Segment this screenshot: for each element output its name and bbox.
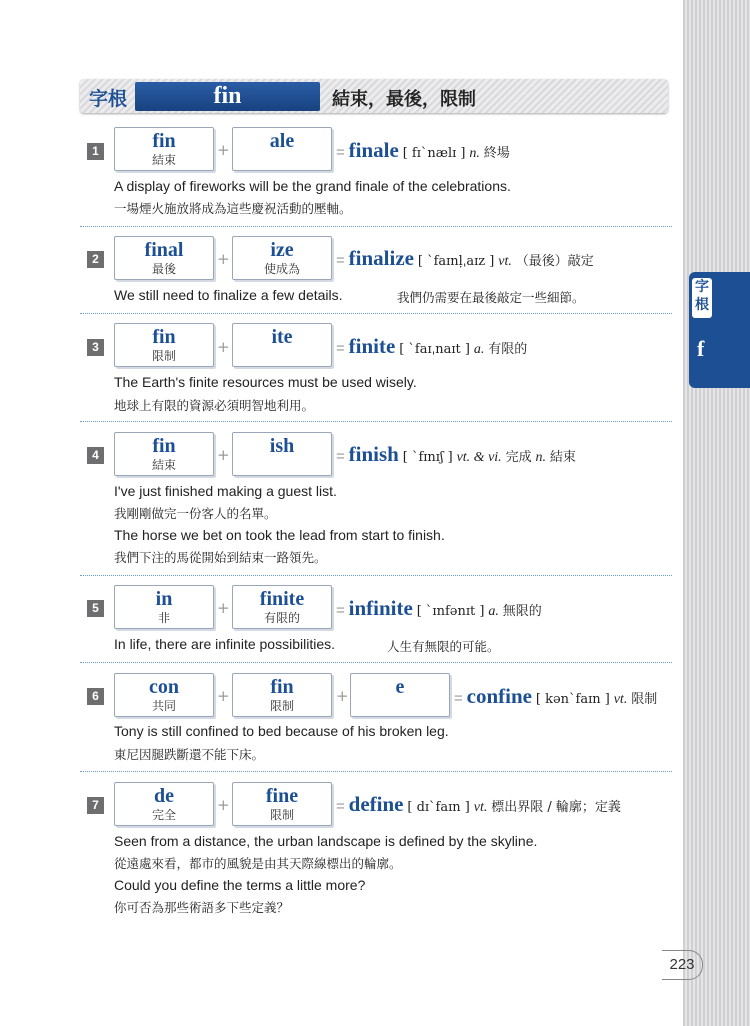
result-word: finite (348, 334, 396, 358)
result-line (336, 792, 621, 817)
word-part: ize (270, 239, 294, 261)
word-part-box (232, 236, 332, 280)
entry-divider (80, 313, 672, 314)
word-part: fin (152, 326, 176, 348)
result-line (454, 684, 657, 709)
part-of-speech: a. (473, 342, 485, 357)
plus-sign: + (217, 687, 230, 705)
entry-number: 7 (87, 797, 104, 814)
plus-sign: + (217, 338, 230, 356)
definition: 標出界限 / 輪廓；定義 (491, 800, 621, 815)
word-part-box (114, 236, 214, 280)
word-part-meaning: 有限的 (263, 611, 300, 625)
example-sentence-en: Could you define the terms a little more? (114, 877, 366, 893)
word-part: final (144, 239, 184, 261)
result-word: finale (348, 138, 399, 162)
entry-divider (80, 226, 672, 227)
example-sentence-zh: 地球上有限的資源必須明智地利用。 (114, 398, 315, 413)
result-word: finalize (348, 246, 414, 270)
word-part: finite (259, 588, 305, 610)
word-part-box (114, 432, 214, 476)
example-sentence-en: In life, there are infinite possibilities. (114, 636, 335, 652)
word-part-meaning: 共同 (151, 699, 176, 713)
part-of-speech: vt. (498, 254, 512, 269)
word-part-box (232, 127, 332, 171)
word-part: e (395, 676, 405, 698)
pronunciation: [ ˋfaɪˌnaɪt ] (399, 342, 470, 357)
example-sentence-zh: 我們下注的馬從開始到結束一路領先。 (114, 550, 327, 565)
result-line (336, 138, 510, 163)
definition: （最後）敲定 (515, 254, 594, 269)
plus-sign: + (217, 446, 230, 464)
definition-2: 結束 (549, 450, 576, 465)
example-sentence-zh: 你可否為那些術語多下些定義？ (114, 900, 290, 915)
example-sentence-zh: 一場煙火施放將成為這些慶祝活動的壓軸。 (114, 201, 352, 216)
plus-sign: + (217, 250, 230, 268)
pronunciation: [ ˋɪnfənɪt ] (416, 604, 485, 619)
example-sentence-en: Seen from a distance, the urban landscape is defined by the skyline. (114, 833, 538, 849)
word-part: con (149, 676, 179, 698)
definition: 無限的 (502, 604, 542, 619)
equals-sign: = (336, 252, 345, 269)
plus-sign: + (217, 599, 230, 617)
entry-number: 4 (87, 447, 104, 464)
entry-number: 3 (87, 339, 104, 356)
word-part-box (114, 127, 214, 171)
header-root-meaning: 結束，最後，限制 (332, 89, 476, 110)
word-part: fin (152, 130, 176, 152)
part-of-speech: vt. & vi. (456, 450, 502, 465)
example-sentence-zh: 我們仍需要在最後敲定一些細節。 (397, 290, 585, 305)
plus-sign: + (217, 796, 230, 814)
example-sentence-zh: 從遠處來看，都市的風貌是由其天際線標出的輪廓。 (114, 856, 402, 871)
definition: 終場 (483, 146, 510, 161)
example-sentence-zh: 我剛剛做完一份客人的名單。 (114, 506, 277, 521)
word-part: fin (152, 435, 176, 457)
word-part-box (232, 432, 332, 476)
word-part-meaning: 結束 (151, 458, 176, 472)
word-part-box (114, 585, 214, 629)
word-part-box (232, 782, 332, 826)
result-word: define (348, 792, 404, 816)
pronunciation: [ ˋfaɪnḷˌaɪz ] (417, 254, 495, 269)
word-part-box (350, 673, 450, 717)
entry-number: 1 (87, 143, 104, 160)
word-part-meaning: 限制 (269, 699, 294, 713)
part-of-speech: vt. (613, 692, 628, 707)
pronunciation: [ dɪˋfaɪn ] (407, 800, 470, 815)
part-of-speech: a. (488, 604, 499, 619)
word-part-box (114, 323, 214, 367)
example-sentence-en: The horse we bet on took the lead from start to finish. (114, 527, 445, 543)
result-word: finish (348, 442, 399, 466)
result-line (336, 334, 527, 359)
part-of-speech: vt. (473, 800, 488, 815)
result-line (336, 246, 594, 271)
example-sentence-zh: 東尼因腿跌斷還不能下床。 (114, 747, 265, 762)
entry-divider (80, 771, 672, 772)
word-part-meaning: 使成為 (263, 262, 300, 276)
part-of-speech: n. (469, 146, 480, 161)
header-root-word: fin (135, 82, 320, 111)
entry-divider (80, 662, 672, 663)
equals-sign: = (454, 690, 463, 707)
word-part: fin (270, 676, 294, 698)
entry-number: 5 (87, 600, 104, 617)
plus-sign: + (336, 687, 349, 705)
example-sentence-en: A display of fireworks will be the grand finale of the celebrations. (114, 178, 511, 194)
definition: 限制 (631, 692, 658, 707)
pronunciation: [ kənˋfaɪn ] (535, 692, 610, 707)
pronunciation: [ fɪˋnælɪ ] (402, 146, 466, 161)
page-number: 223 (662, 950, 703, 980)
example-sentence-zh: 人生有無限的可能。 (387, 639, 500, 654)
word-part-meaning: 結束 (151, 153, 176, 167)
result-word: confine (466, 684, 532, 708)
word-part: in (155, 588, 173, 610)
header-label: 字根 (89, 88, 128, 110)
example-sentence-en: I've just finished making a guest list. (114, 483, 337, 499)
entry-divider (80, 575, 672, 576)
side-tab-label: 字根 (692, 278, 712, 318)
word-part-meaning: 最後 (151, 262, 176, 276)
example-sentence-en: The Earth's finite resources must be used wisely. (114, 374, 417, 390)
result-line (336, 442, 576, 467)
example-sentence-en: We still need to finalize a few details. (114, 287, 343, 303)
result-word: infinite (348, 596, 413, 620)
word-part-box (232, 673, 332, 717)
word-part-meaning: 限制 (151, 349, 176, 363)
side-tab-letter: f (697, 336, 705, 361)
entry-number: 6 (87, 688, 104, 705)
equals-sign: = (336, 340, 345, 357)
word-part: ish (269, 435, 295, 457)
word-part-box (114, 673, 214, 717)
plus-sign: + (217, 141, 230, 159)
equals-sign: = (336, 602, 345, 619)
pronunciation: [ ˋfɪnɪʃ ] (402, 450, 453, 465)
equals-sign: = (336, 798, 345, 815)
word-part: ite (271, 326, 293, 348)
equals-sign: = (336, 448, 345, 465)
page-margin-strip (683, 0, 750, 1026)
word-part-box (232, 323, 332, 367)
word-part: ale (269, 130, 295, 152)
word-part-box (232, 585, 332, 629)
word-part-box (114, 782, 214, 826)
word-part-meaning: 完全 (151, 808, 176, 822)
entry-number: 2 (87, 251, 104, 268)
word-part: fine (265, 785, 299, 807)
entry-divider (80, 421, 672, 422)
result-line (336, 596, 542, 621)
equals-sign: = (336, 144, 345, 161)
definition: 有限的 (488, 342, 528, 357)
definition: 完成 (505, 450, 532, 465)
word-part-meaning: 限制 (269, 808, 294, 822)
example-sentence-en: Tony is still confined to bed because of his broken leg. (114, 723, 449, 739)
word-part: de (154, 785, 174, 807)
word-part-meaning: 非 (157, 611, 170, 625)
part-of-speech-2: n. (535, 450, 546, 465)
